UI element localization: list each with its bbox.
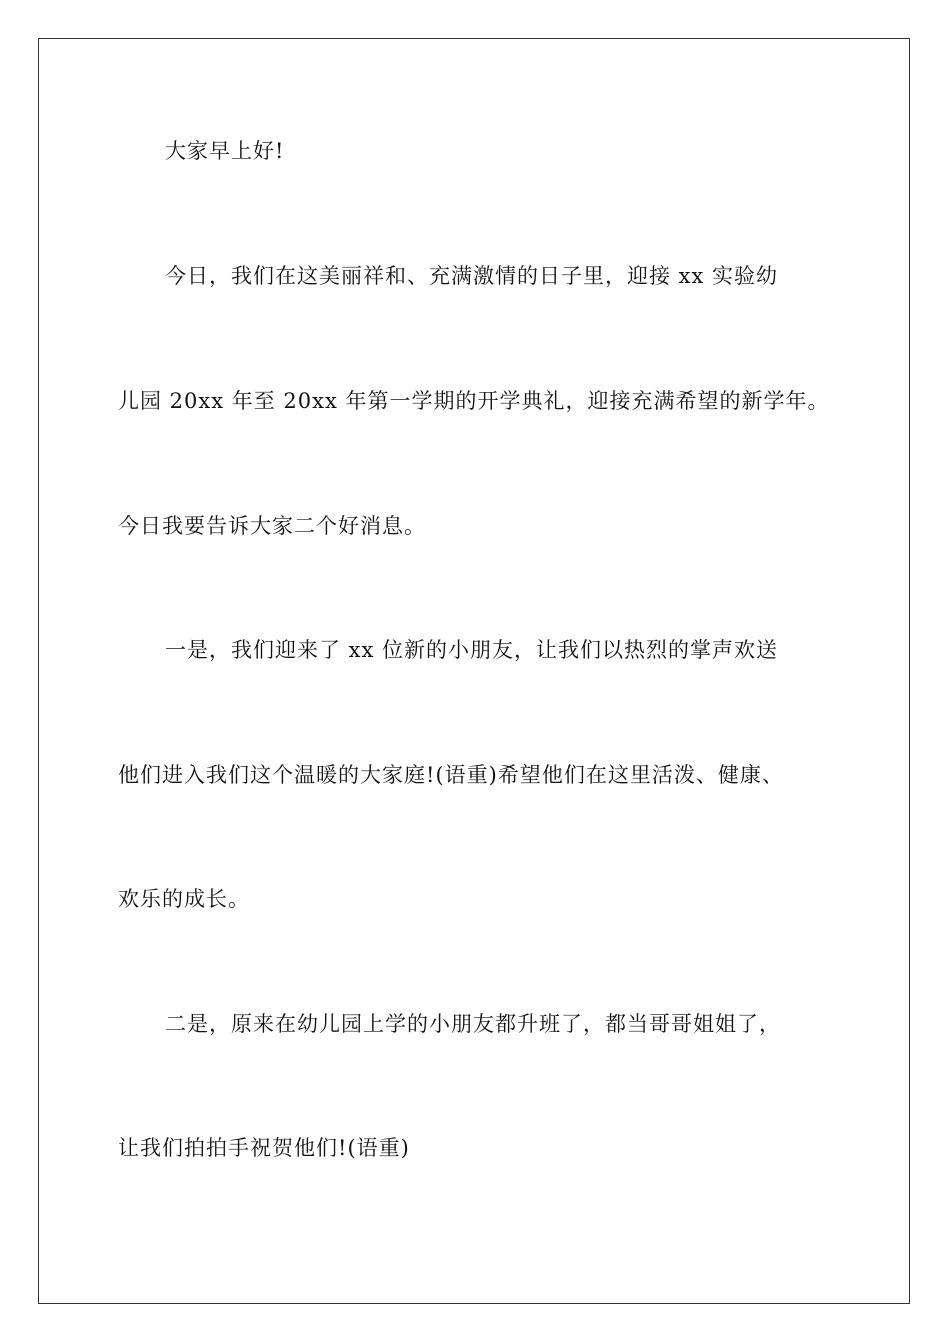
paragraph-2-line-3: 欢乐的成长。 (118, 887, 250, 911)
page-frame (38, 38, 910, 1304)
paragraph-3-line-1: 二是，原来在幼儿园上学的小朋友都升班了，都当哥哥姐姐了， (165, 1012, 781, 1036)
paragraph-1-line-2: 儿园 20xx 年至 20xx 年第一学期的开学典礼，迎接充满希望的新学年。 (118, 389, 830, 413)
paragraph-1-line-3: 今日我要告诉大家二个好消息。 (118, 514, 426, 538)
paragraph-2-line-1: 一是，我们迎来了 xx 位新的小朋友，让我们以热烈的掌声欢送 (165, 638, 779, 662)
paragraph-2-line-2: 他们进入我们这个温暖的大家庭!(语重)希望他们在这里活泼、健康、 (118, 763, 784, 787)
paragraph-3-line-2: 让我们拍拍手祝贺他们!(语重) (118, 1136, 410, 1160)
greeting-line: 大家早上好! (165, 139, 285, 163)
paragraph-1-line-1: 今日，我们在这美丽祥和、充满激情的日子里，迎接 xx 实验幼 (165, 264, 779, 288)
